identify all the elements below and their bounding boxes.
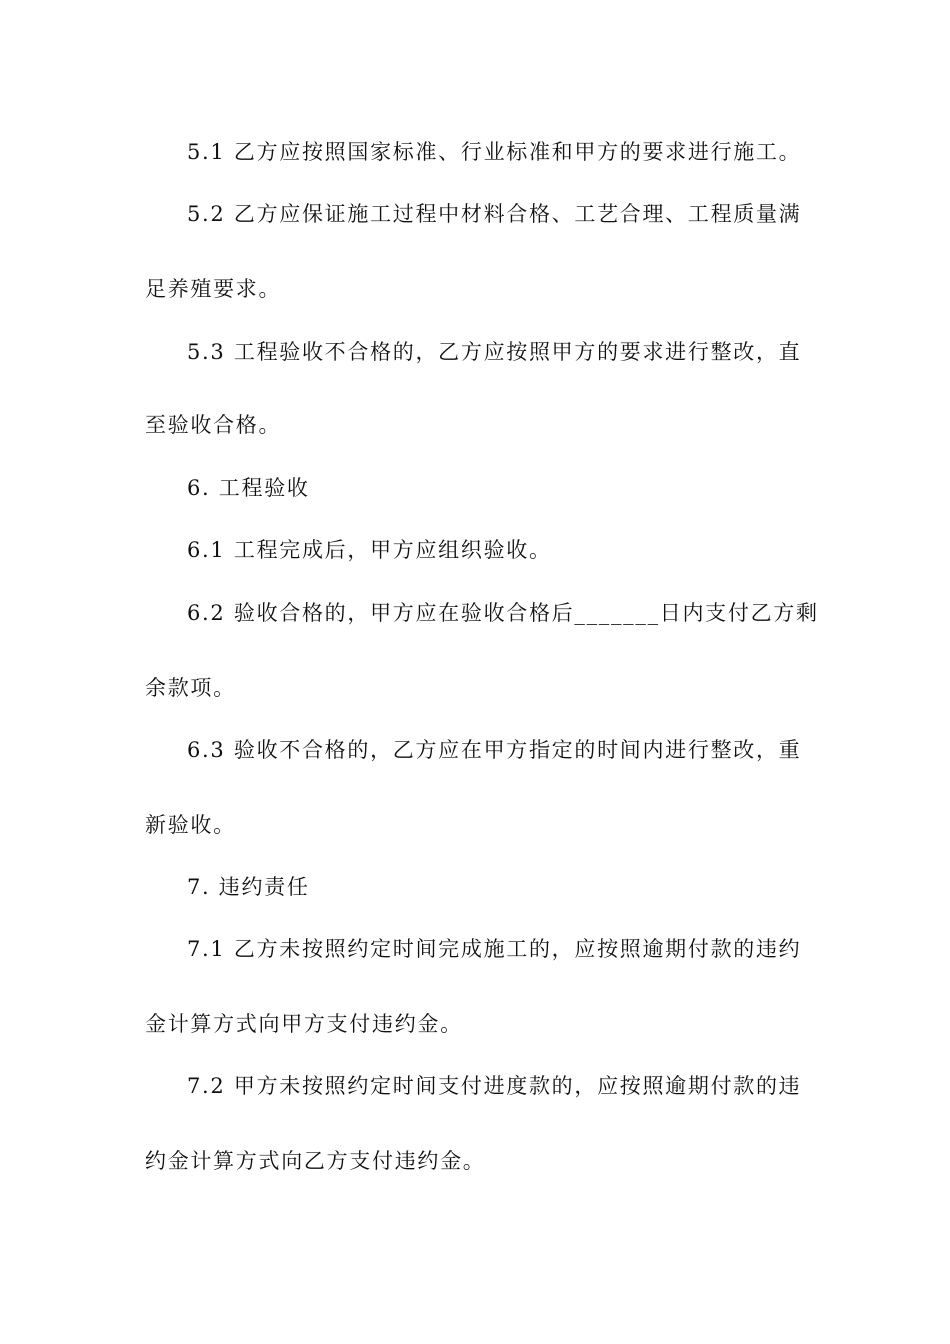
clause-6-3-line-1: 6.3 验收不合格的，乙方应在甲方指定的时间内进行整改，重 <box>187 738 802 762</box>
clause-5-1: 5.1 乙方应按照国家标准、行业标准和甲方的要求进行施工。 <box>187 140 802 164</box>
clause-7-2-line-1: 7.2 甲方未按照约定时间支付进度款的，应按照逾期付款的违 <box>187 1074 802 1098</box>
clause-6-2-line-2: 余款项。 <box>145 676 236 700</box>
clause-7-1-line-1: 7.1 乙方未按照约定时间完成施工的，应按照逾期付款的违约 <box>187 937 802 961</box>
clause-5-2-line-2: 足养殖要求。 <box>145 277 282 301</box>
clause-7-1-line-2: 金计算方式向甲方支付违约金。 <box>145 1012 463 1036</box>
section-6-heading: 6. 工程验收 <box>187 476 310 500</box>
clause-6-1: 6.1 工程完成后，甲方应组织验收。 <box>187 538 552 562</box>
clause-6-3-line-2: 新验收。 <box>145 813 236 837</box>
clause-5-2-line-1: 5.2 乙方应保证施工过程中材料合格、工艺合理、工程质量满 <box>187 202 802 226</box>
clause-5-3-line-1: 5.3 工程验收不合格的，乙方应按照甲方的要求进行整改，直 <box>187 340 802 364</box>
clause-5-3-line-2: 至验收合格。 <box>145 413 282 437</box>
clause-7-2-line-2: 约金计算方式向乙方支付违约金。 <box>145 1149 486 1173</box>
section-7-heading: 7. 违约责任 <box>187 875 310 899</box>
clause-6-2-line-1: 6.2 验收合格的，甲方应在验收合格后_______日内支付乙方剩 <box>187 601 819 625</box>
